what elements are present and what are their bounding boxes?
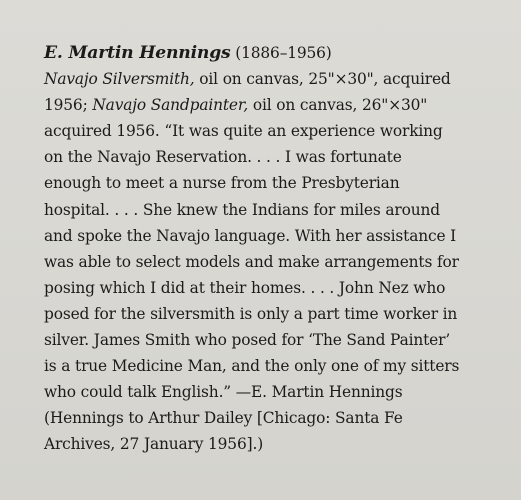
quote-line: on the Navajo Reservation. . . . I was fortunate <box>44 148 402 167</box>
quote-line: silver. James Smith who posed for ‘The Sand Painter’ <box>44 331 451 350</box>
work2-title: Navajo Sandpainter, <box>92 96 249 115</box>
quote-line: who could talk English.” —E. Martin Hennings <box>44 383 403 402</box>
quote-line: posing which I did at their homes. . . . John Nez who <box>44 278 446 297</box>
quote-line: is a true Medicine Man, and the only one of my sitters <box>44 357 460 376</box>
work-line-1 <box>44 66 514 92</box>
label-text-block <box>44 40 514 458</box>
work2-details: oil on canvas, 26"×30" <box>248 96 428 115</box>
heading-line <box>44 40 514 66</box>
artist-dates: (1886–1956) <box>230 44 332 62</box>
work-line-2 <box>44 92 514 118</box>
work1-details: oil on canvas, 25"×30", acquired <box>194 70 451 89</box>
work1-title: Navajo Silversmith, <box>44 70 195 89</box>
citation-line: (Hennings to Arthur Dailey [Chicago: Santa Fe <box>44 409 403 428</box>
quote-line: and spoke the Navajo language. With her assistance I <box>44 226 457 245</box>
quote-line: enough to meet a nurse from the Presbyterian <box>44 174 400 193</box>
artist-name: E. Martin Hennings <box>44 43 231 63</box>
quote-line: was able to select models and make arrangements for <box>44 252 459 271</box>
citation-line: Archives, 27 January 1956].) <box>44 435 264 454</box>
quote-line: hospital. . . . She knew the Indians for miles around <box>44 200 440 219</box>
quote-line: posed for the silversmith is only a part time worker in <box>44 304 458 323</box>
work1-year: 1956; <box>44 96 93 115</box>
quote-line: acquired 1956. “It was quite an experience working <box>44 122 443 141</box>
